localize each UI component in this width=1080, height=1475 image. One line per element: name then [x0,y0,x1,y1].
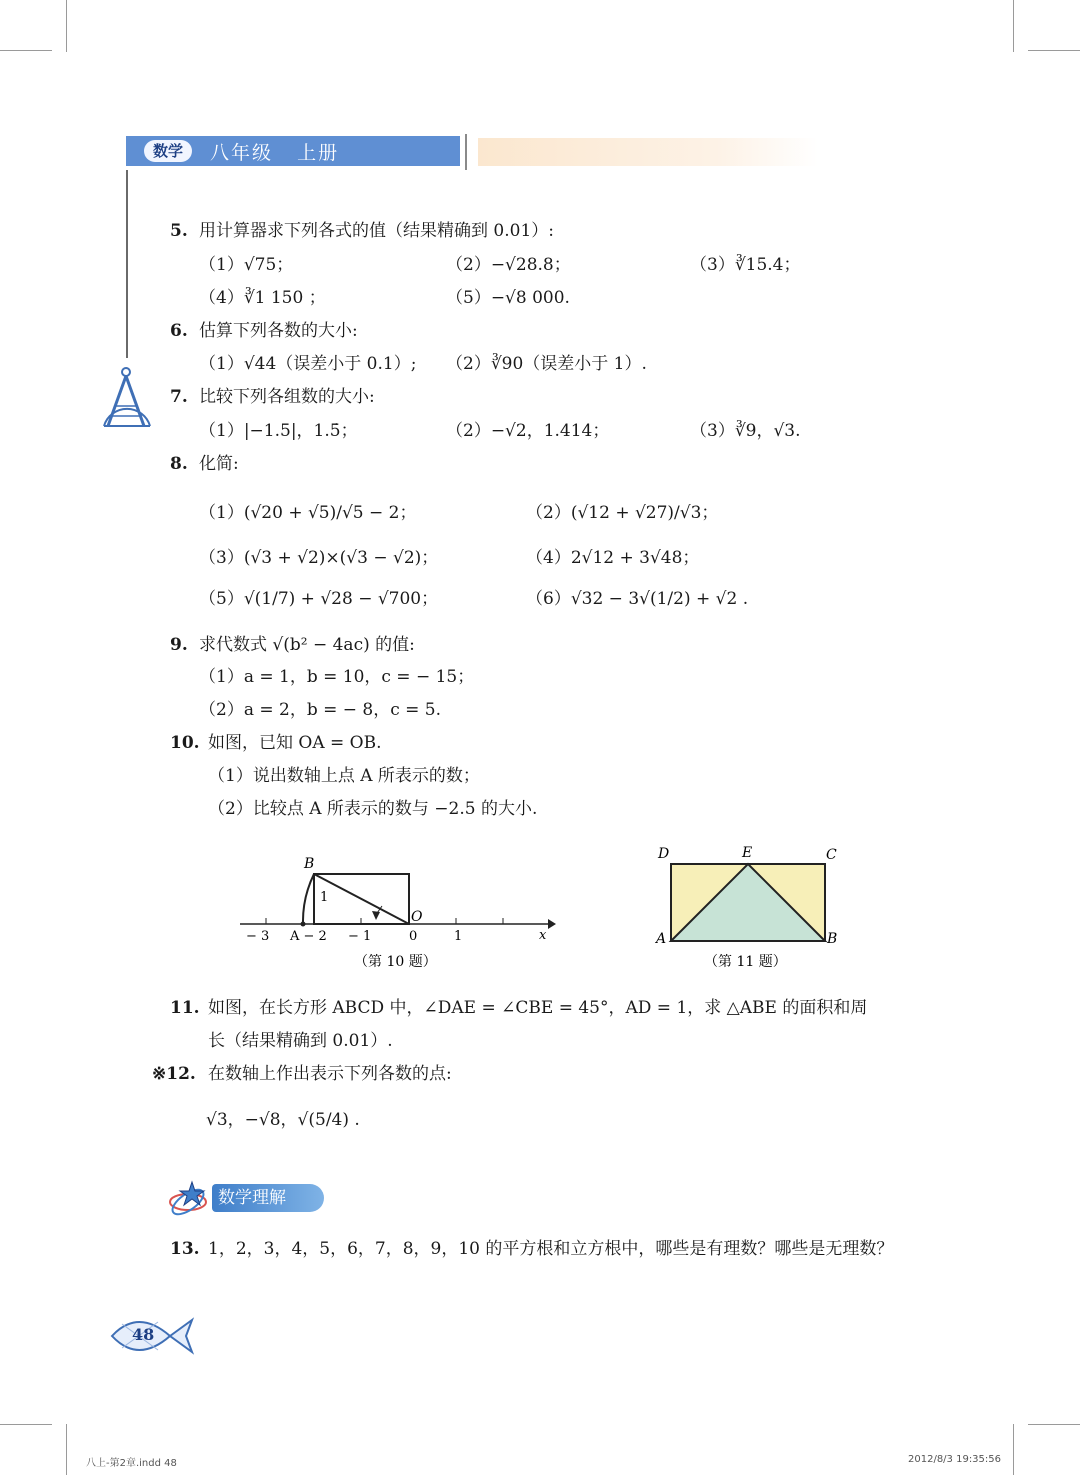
problem-5-number: 5. [170,221,188,241]
margin-rule [126,170,128,358]
problem-6-stem: 估算下列各数的大小: [199,321,358,341]
label-one: 1 [320,890,329,905]
problem-10-item-2: （2）比较点 A 所表示的数与 −2.5 的大小. [208,799,538,819]
label-O: O [411,909,423,925]
problem-9-number: 9. [170,635,188,655]
problem-8-item-3: （3）(√3 + √2)×(√3 − √2)； [199,548,439,568]
problem-12-stem: 在数轴上作出表示下列各数的点: [208,1064,452,1084]
label-B: B [827,931,838,947]
tick-label-minus-1: − 1 [348,929,372,944]
tick-label-0: 0 [409,929,418,944]
problem-8-item-2: （2）(√12 + √27)/√3； [526,503,719,523]
problem-13-stem: 1，2，3，4，5，6，7，8，9，10 的平方根和立方根中，哪些是有理数？哪些是无理数？ [208,1239,894,1259]
problem-5-item-4: （4）∛1 150 ； [199,288,326,308]
arc-B-to-A [303,874,314,924]
problem-8-item-5: （5）√(1/7) + √28 − √700； [199,589,439,609]
problem-12-number: ※12. [152,1064,196,1084]
problem-13-number: 13. [170,1239,200,1259]
crop-mark [66,1424,67,1475]
problem-7-item-1: （1）|−1.5|，1.5̇； [199,421,358,441]
problem-10-item-1: （1）说出数轴上点 A 所表示的数； [208,766,480,786]
label-C: C [826,847,837,863]
arc-indicator-head [372,911,380,920]
problem-7-number: 7. [170,387,188,407]
crop-mark [0,1424,52,1425]
axis-arrow [548,919,556,929]
problem-8-number: 8. [170,454,188,474]
crop-mark [1028,50,1080,51]
tick-label-1: 1 [454,929,463,944]
star-atom-icon [168,1180,216,1216]
section-tag-math-understanding: 数学理解 [212,1184,324,1212]
problem-8-stem: 化简: [199,454,239,474]
problem-7-stem: 比较下列各组数的大小: [199,387,375,407]
label-x: x [539,928,547,943]
label-E: E [742,845,753,861]
crop-mark [0,50,52,51]
problem-9-item-2: （2）a = 2，b = − 8，c = 5. [199,700,442,720]
problem-9-item-1: （1）a = 1，b = 10，c = − 15； [199,667,475,687]
problem-7-item-3: （3）∛9，√3. [690,421,801,441]
problem-6-number: 6. [170,321,188,341]
problem-5-item-3: （3）∛15.4； [690,255,801,275]
problem-11-number: 11. [170,998,200,1018]
figure-11-caption: （第 11 题） [704,954,787,970]
label-D: D [658,846,670,862]
crop-mark [66,0,67,52]
label-A: A [656,931,667,947]
tick-label-minus-3: − 3 [246,929,270,944]
problem-10-stem: 如图，已知 OA = OB. [208,733,382,753]
crop-mark [1028,1424,1080,1425]
problem-7-item-2: （2）−√2，1.414； [446,421,610,441]
problem-10-number: 10. [170,733,200,753]
compass-icon [100,366,154,432]
figure-10 [230,848,560,976]
problem-12-expression: √3，−√8，√(5/4) . [206,1110,360,1130]
problem-5-stem: 用计算器求下列各式的值（结果精确到 0.01）: [199,221,554,241]
page-number: 48 [132,1325,155,1344]
problem-11-line-2: 长（结果精确到 0.01）. [208,1031,393,1051]
figure-10-caption: （第 10 题） [354,954,437,970]
problem-9-stem: 求代数式 √(b² − 4ac) 的值: [199,635,415,655]
problem-8-item-4: （4）2√12 + 3√48； [526,548,700,568]
figure-11 [650,840,850,974]
crop-mark [1013,0,1014,52]
crop-mark [1013,1424,1014,1475]
footer-filename: 八上-第2章.indd 48 [86,1458,177,1469]
problem-8-item-6: （6）√32 − 3√(1/2) + √2 . [526,589,749,609]
header-separator [465,134,467,170]
header-gradient [478,138,818,166]
problem-8-item-1: （1）(√20 + √5)/√5 − 2； [199,503,417,523]
footer-timestamp: 2012/8/3 19:35:56 [908,1454,1002,1465]
problem-6-item-1: （1）√44（误差小于 0.1）; [199,354,417,374]
problem-11-line-1: 如图，在长方形 ABCD 中，∠DAE = ∠CBE = 45°，AD = 1，求 △ABE 的面积和周 [208,998,868,1018]
tick-label-A-minus-2: A − 2 [290,929,327,944]
label-B: B [304,856,315,872]
book-title: 八年级 上册 [210,142,340,164]
problem-5-item-5: （5）−√8 000. [446,288,570,308]
point-A [301,922,306,927]
problem-5-item-2: （2）−√28.8； [446,255,571,275]
subject-badge: 数学 [144,140,192,162]
problem-5-item-1: （1）√75； [199,255,294,275]
problem-6-item-2: （2）∛90（误差小于 1）. [446,354,647,374]
